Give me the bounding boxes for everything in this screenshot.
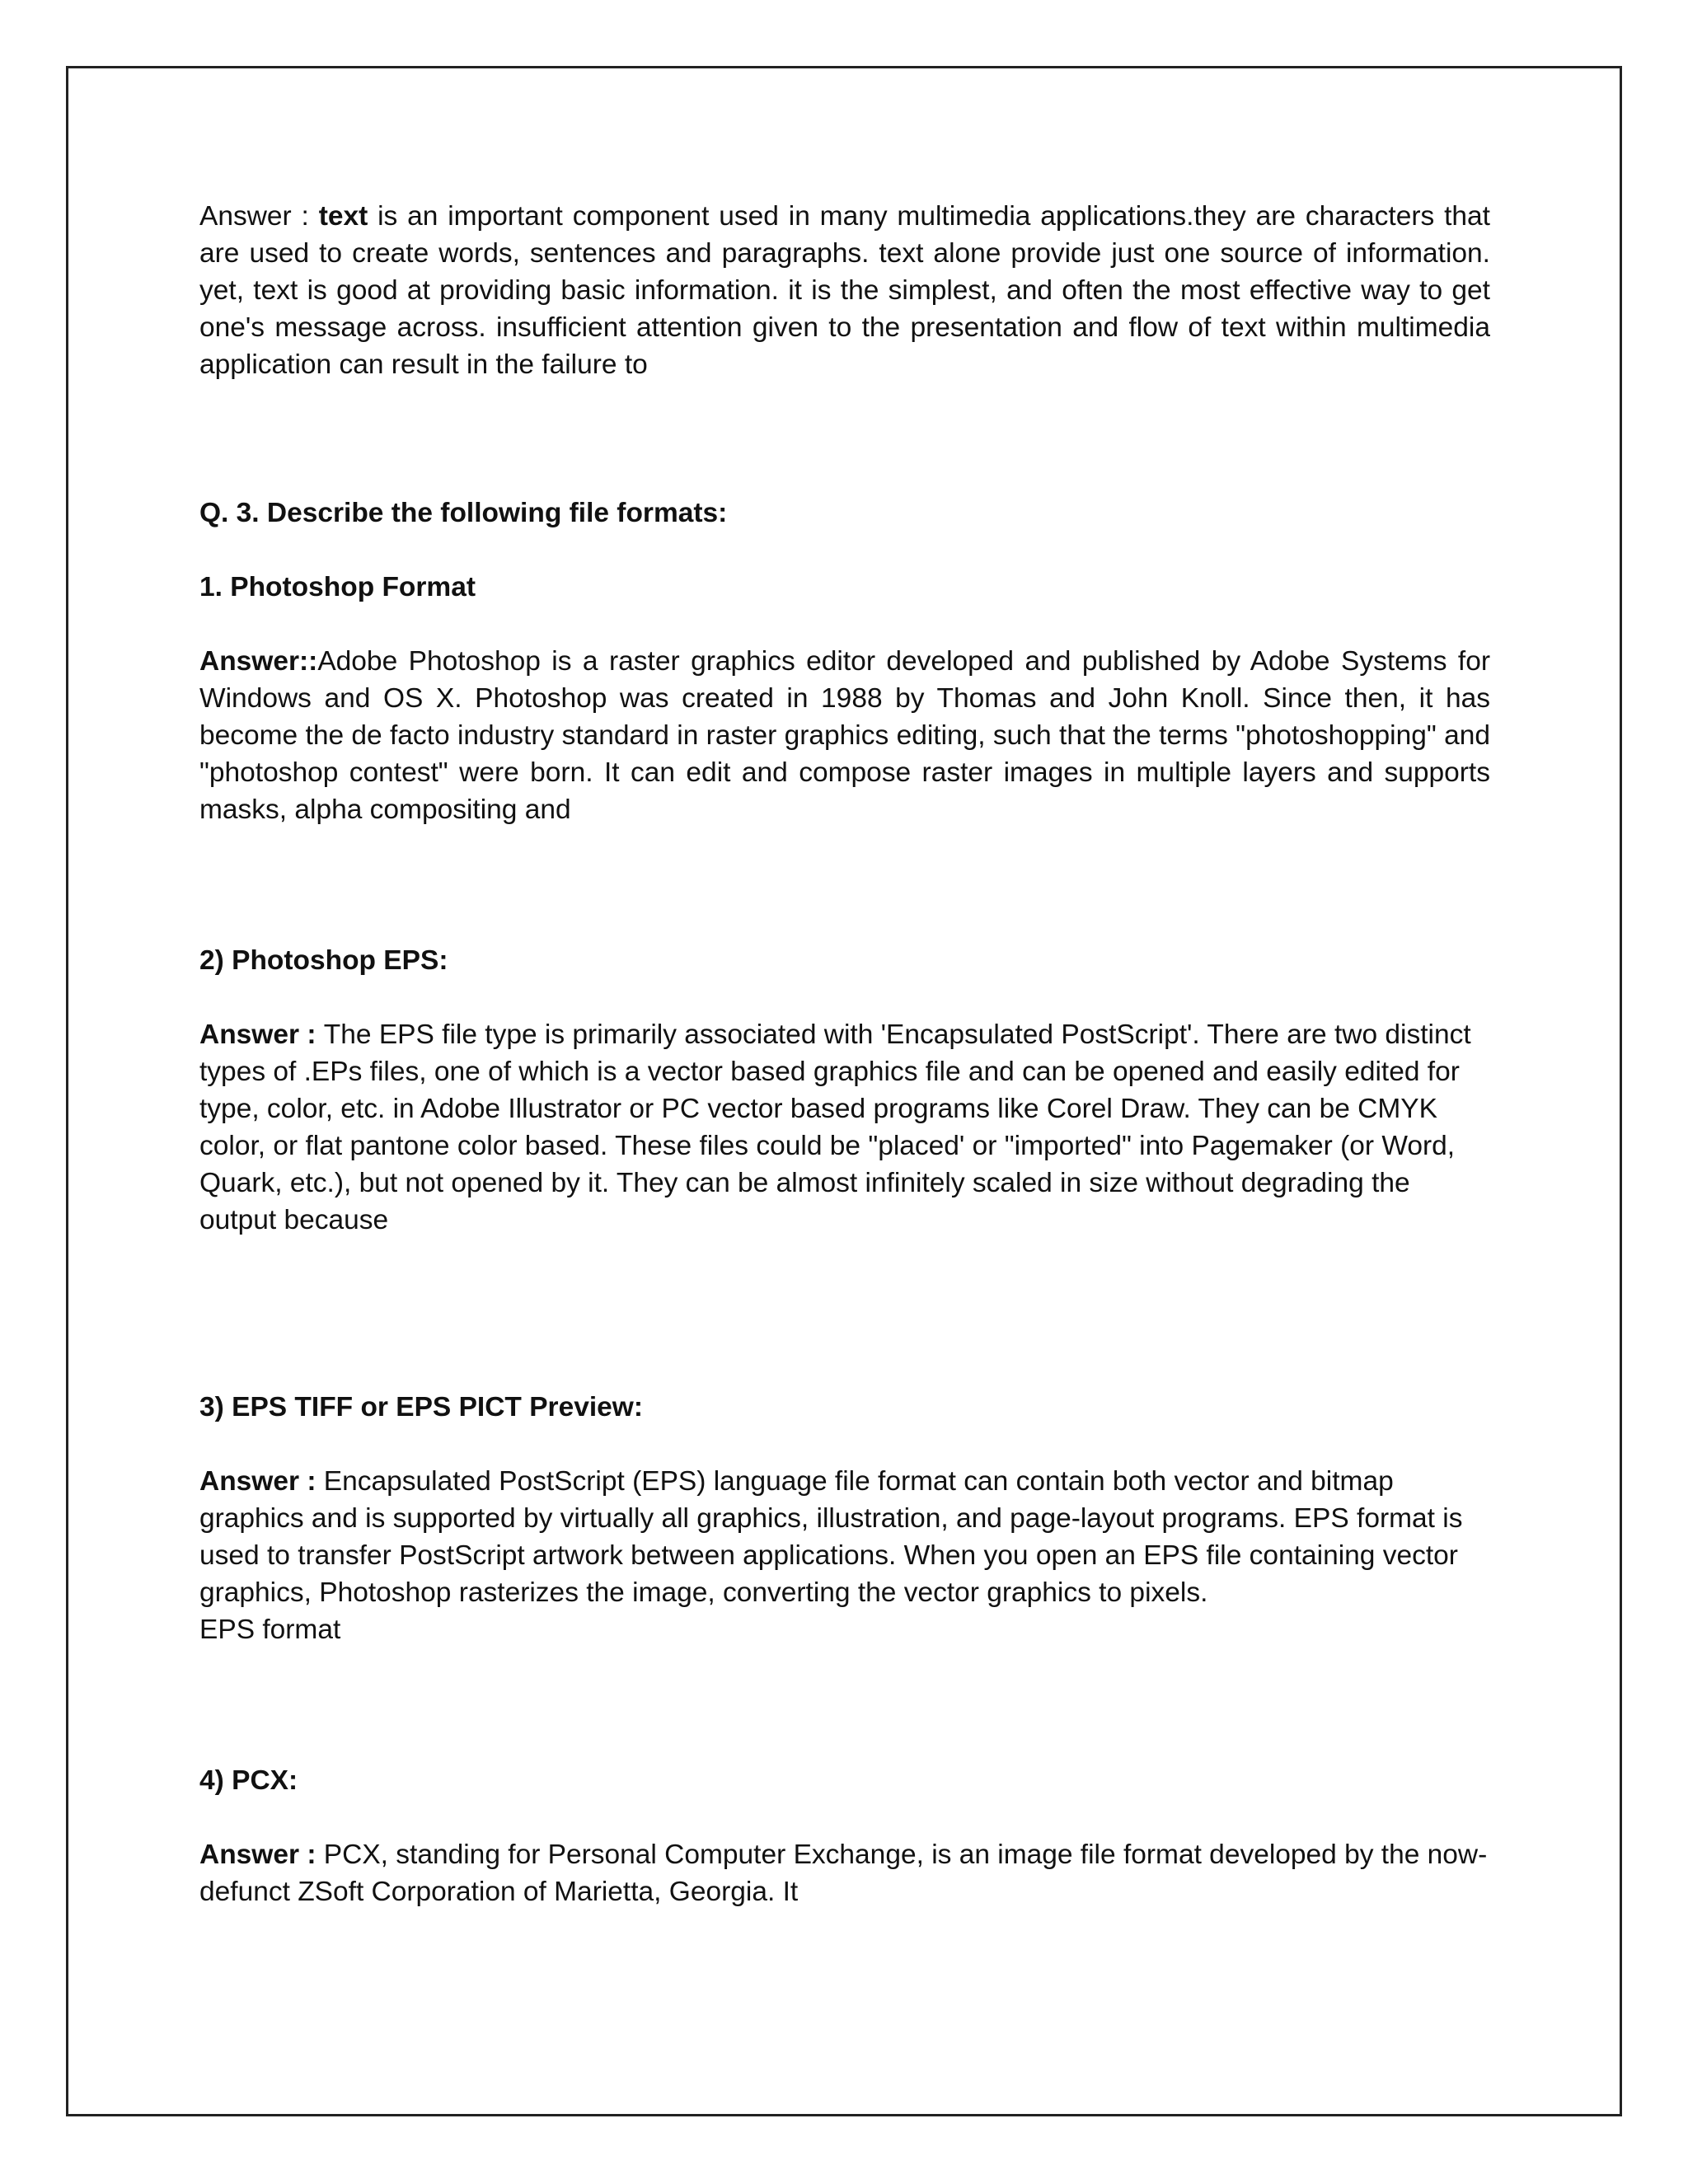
answer-label: Answer:: bbox=[199, 646, 318, 677]
answer-body: Adobe Photoshop is a raster graphics editor developed and published by Adobe Systems for Windows and OS X. Photoshop was created in 1988 by Thomas and John Knoll. Since then, it has become the de facto industry standard in raster graphics editing, such that the terms "photoshopping" and "photoshop contest" were born. It can edit and compose raster images in multiple layers and supports masks, alpha compositing and bbox=[199, 646, 1490, 825]
section-title-photoshop-eps: 2) Photoshop EPS: bbox=[199, 945, 448, 976]
answer-photoshop-eps bbox=[199, 1016, 1490, 1239]
section-title-eps-tiff-pict: 3) EPS TIFF or EPS PICT Preview: bbox=[199, 1392, 643, 1422]
answer-pcx bbox=[199, 1836, 1490, 1910]
answer-text-paragraph bbox=[199, 198, 1490, 383]
document-content bbox=[199, 198, 1490, 1910]
section-title-photoshop-format: 1. Photoshop Format bbox=[199, 572, 476, 602]
answer-label: Answer : bbox=[199, 1466, 324, 1497]
answer-photoshop-format bbox=[199, 643, 1490, 828]
answer-label: Answer : bbox=[199, 201, 319, 232]
answer-eps-tiff-pict bbox=[199, 1463, 1490, 1611]
answer-label: Answer : bbox=[199, 1840, 324, 1870]
answer-keyword: text bbox=[318, 201, 368, 232]
answer-extra-line: EPS format bbox=[199, 1615, 341, 1645]
answer-body: The EPS file type is primarily associated with 'Encapsulated PostScript'. There are two distinct types of .EPs files, one of which is a vector based graphics file and can be opened and easily edited for type, color, etc. in Adobe Illustrator or PC vector based programs like Corel Draw. They can be CMYK color, or flat pantone color based. These files could be "placed' or "imported" into Pagemaker (or Word, Quark, etc.), but not opened by it. They can be almost infinitely scaled in size without degrading the output because bbox=[199, 1019, 1471, 1235]
answer-label: Answer : bbox=[199, 1019, 324, 1050]
question-heading: Q. 3. Describe the following file formats: bbox=[199, 498, 728, 528]
answer-body: PCX, standing for Personal Computer Exchange, is an image file format developed by the now-defunct ZSoft Corporation of Marietta, Georgia. It bbox=[199, 1840, 1488, 1907]
answer-body: is an important component used in many multimedia applications.they are characters that are used to create words, sentences and paragraphs. text alone provide just one source of information. yet, text is good at providing basic information. it is the simplest, and often the most effective way to get one's message across. insufficient attention given to the presentation and flow of text within multimedia application can result in the failure to bbox=[199, 201, 1490, 380]
section-title-pcx: 4) PCX: bbox=[199, 1765, 298, 1796]
answer-body: Encapsulated PostScript (EPS) language file format can contain both vector and bitmap graphics and is supported by virtually all graphics, illustration, and page-layout programs. EPS format is used to transfer PostScript artwork between applications. When you open an EPS file containing vector graphics, Photoshop rasterizes the image, converting the vector graphics to pixels. bbox=[199, 1466, 1463, 1608]
